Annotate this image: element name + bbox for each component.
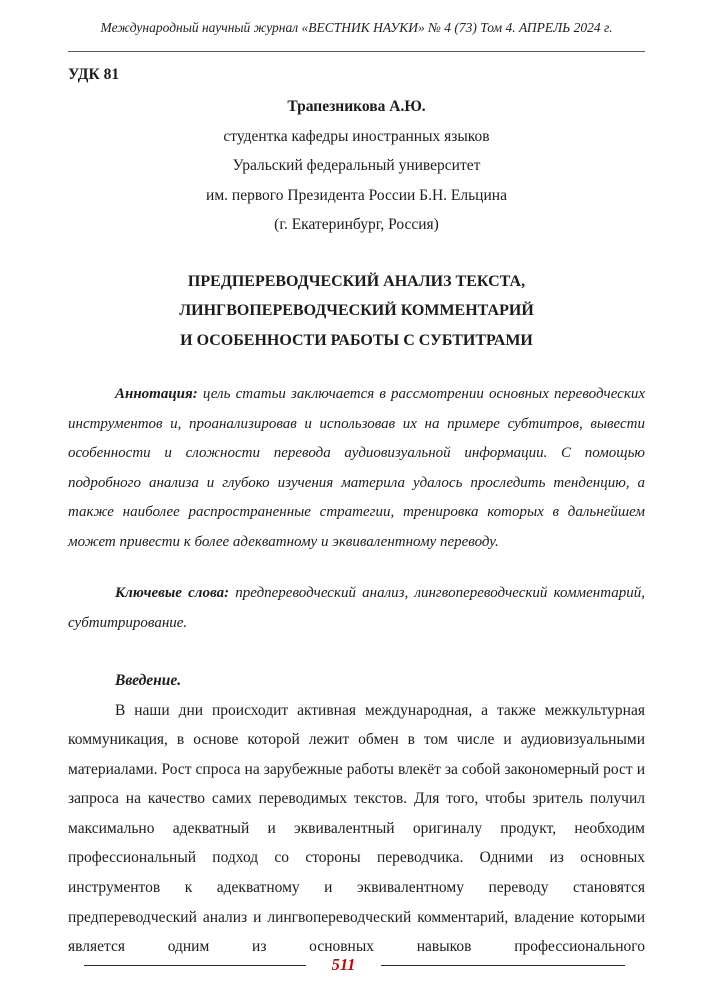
keywords-text: предпереводческий анализ, лингвопереводческий комментарий, субтитрирование. (68, 585, 645, 631)
journal-header: Международный научный журнал «ВЕСТНИК НАУКИ» № 4 (73) Том 4. АПРЕЛЬ 2024 г. (100, 20, 613, 35)
page-number: 511 (331, 955, 356, 974)
page-footer (0, 955, 709, 975)
keywords-paragraph (68, 579, 645, 638)
udc-label: УДК 81 (68, 66, 120, 83)
keywords-label: Ключевые слова: (115, 585, 230, 601)
author-affiliation-line: Уральский федеральный университет (232, 157, 481, 174)
header-divider (68, 51, 645, 52)
introduction-heading: Введение. (115, 672, 182, 689)
footer-divider-left (84, 965, 306, 966)
abstract-text: цель статьи заключается в рассмотрении основных переводческих инструментов и, проанализировав и использовав их на примере субтитров, вывести особенности и сложности перевода аудиовизуальной информации. С помощью подробного анализа и глубоко изучения материла удалось проследить тенденцию, а также наиболее распространенные стратегии, тренировка которых в дальнейшем может привести к более адекватному и эквивалентному переводу. (68, 386, 645, 550)
author-name: Трапезникова А.Ю. (287, 98, 426, 115)
author-block (68, 92, 645, 240)
page-content (0, 18, 709, 962)
article-title-line: И ОСОБЕННОСТИ РАБОТЫ С СУБТИТРАМИ (180, 331, 533, 349)
footer-divider-right (381, 965, 625, 966)
author-affiliation-line: (г. Екатеринбург, Россия) (274, 216, 439, 233)
abstract-label: Аннотация: (115, 386, 198, 402)
article-title-line: ПРЕДПЕРЕВОДЧЕСКИЙ АНАЛИЗ ТЕКСТА, (187, 272, 526, 290)
introduction-paragraph: В наши дни происходит активная международная, а также межкультурная коммуникация, в основе которой лежит обмен в том числе и аудиовизуальными материалами. Рост спроса на зарубежные работы влекёт за собой закономерный рост и запроса на качество самих переводимых текстов. Для того, чтобы зритель получил максимально адекватный и эквивалентный оригиналу продукт, необходим профессиональный подход со стороны переводчика. Одними из основных инструментов к адекватному и эквивалентному переводу становятся предпереводческий анализ и лингвопереводческий комментарий, владение которыми является одним из основных навыков профессионального (68, 701, 645, 956)
author-affiliation-line: им. первого Президента России Б.Н. Ельцина (206, 186, 507, 204)
author-affiliation-line: студентка кафедры иностранных языков (223, 127, 490, 145)
abstract-paragraph (68, 380, 645, 557)
article-title (68, 267, 645, 356)
article-title-line: ЛИНГВОПЕРЕВОДЧЕСКИЙ КОММЕНТАРИЙ (179, 302, 534, 319)
